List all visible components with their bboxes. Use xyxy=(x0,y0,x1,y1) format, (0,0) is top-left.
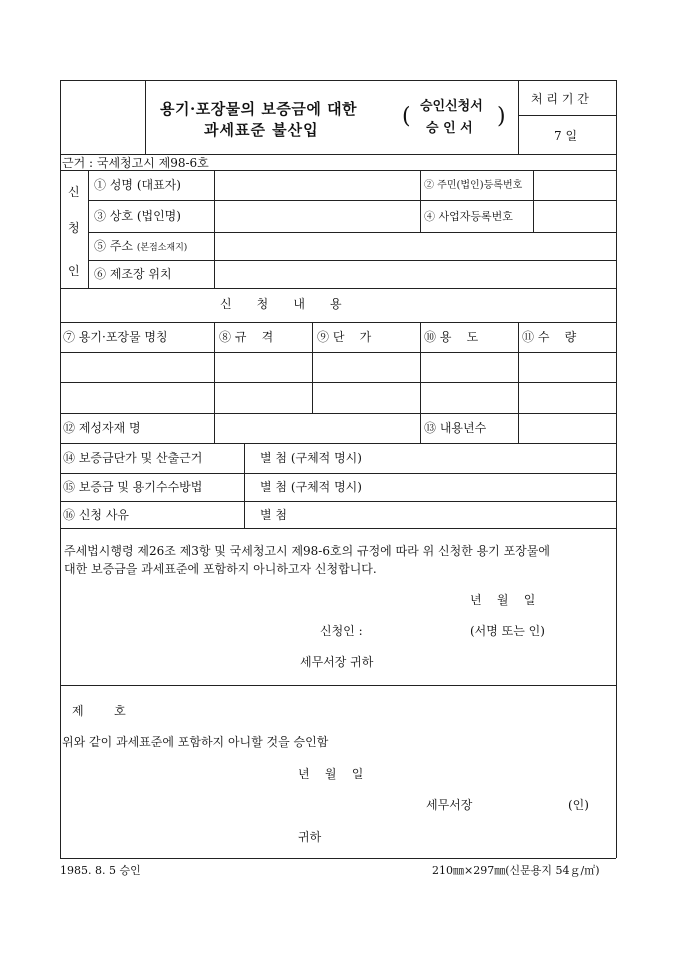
declaration-line-1: 주세법시행령 제26조 제3항 및 국세청고시 제98-6호의 규정에 따라 위 신청한 용기 포장물에 xyxy=(64,544,550,558)
form-kind-bracket-open: ( xyxy=(402,104,411,129)
applicant-side-char-1: 신 xyxy=(68,185,80,199)
factory-location-field[interactable] xyxy=(215,261,615,287)
grid-line xyxy=(60,288,616,289)
grid-line xyxy=(60,685,616,686)
column-container-name: ⑦ 용기·포장물 명칭 xyxy=(63,330,168,344)
applicant-side-char-2: 청 xyxy=(68,221,80,235)
content-section-title: 신 청 내 용 xyxy=(220,297,343,311)
reason-label: ⑯ 신청 사유 xyxy=(63,508,129,522)
form-kind-bracket-close: ) xyxy=(497,104,506,129)
approval-addressee: 귀하 xyxy=(298,830,322,844)
form-kind-application: 승인신청서 xyxy=(420,99,483,114)
official-seal-mark: (인) xyxy=(568,798,589,812)
declaration-line-2: 대한 보증금을 과세표준에 포함하지 아니하고자 신청합니다. xyxy=(64,562,377,576)
deposit-method-value: 별 첨 (구체적 명시) xyxy=(260,480,362,494)
grid-line xyxy=(518,115,616,116)
column-quantity: ⑪ 수 량 xyxy=(522,330,577,344)
deposit-price-value: 별 첨 (구체적 명시) xyxy=(260,451,362,465)
grid-line xyxy=(60,443,616,444)
column-use: ⑩ 용 도 xyxy=(424,330,479,344)
service-life-field[interactable] xyxy=(519,414,615,442)
service-life-label: ⑬ 내용년수 xyxy=(424,421,487,435)
reason-value: 별 첨 xyxy=(260,508,287,522)
table-border-right xyxy=(616,80,617,858)
footer-paper-spec: 210㎜×297㎜(신문용지 54ｇ/㎡) xyxy=(432,864,600,877)
factory-location-label: ⑥ 제조장 위치 xyxy=(94,267,172,281)
company-field[interactable] xyxy=(215,201,419,231)
address-label xyxy=(94,239,187,255)
item-row-2[interactable] xyxy=(61,383,615,412)
processing-period-value: 7 일 xyxy=(554,129,578,143)
form-kind-approval: 승 인 서 xyxy=(426,121,473,136)
address-field[interactable] xyxy=(215,233,615,259)
grid-line xyxy=(518,80,519,154)
grid-line xyxy=(88,170,89,288)
address-note: (본점소재지) xyxy=(136,243,188,253)
resident-number-label: ② 주민(법인)등록번호 xyxy=(424,180,523,191)
grid-line xyxy=(244,443,245,528)
grid-line xyxy=(60,322,616,323)
approval-statement: 위와 같이 과세표준에 포함하지 아니할 것을 승인함 xyxy=(62,735,329,749)
column-spec: ⑧ 규 격 xyxy=(219,330,274,344)
company-label: ③ 상호 (법인명) xyxy=(94,209,181,223)
table-border-top xyxy=(60,80,616,81)
grid-line xyxy=(145,80,146,154)
grid-line xyxy=(420,170,421,232)
table-border-bottom xyxy=(60,858,616,859)
applicant-side-char-3: 인 xyxy=(68,264,80,278)
tax-office-chief: 세무서장 xyxy=(426,798,473,812)
approval-number: 제 호 xyxy=(72,704,126,718)
resident-number-field[interactable] xyxy=(534,171,615,199)
declaration-date: 년 월 일 xyxy=(470,593,536,607)
business-registration-field[interactable] xyxy=(534,201,615,231)
address-label-text: ⑤ 주소 xyxy=(94,239,133,253)
signature-note: (서명 또는 인) xyxy=(470,624,545,638)
column-unit-price: ⑨ 단 가 xyxy=(317,330,372,344)
grid-line xyxy=(60,154,616,155)
form-title-line2: 과세표준 불산입 xyxy=(204,121,319,139)
name-label: ① 성명 (대표자) xyxy=(94,178,181,192)
form-title-line1: 용기·포장물의 보증금에 대한 xyxy=(160,100,358,118)
legal-basis: 근거 : 국세청고시 제98-6호 xyxy=(62,156,209,170)
item-row-1[interactable] xyxy=(61,353,615,381)
processing-period-label: 처 리 기 간 xyxy=(531,92,589,106)
footer-approval-date: 1985. 8. 5 승인 xyxy=(60,864,141,877)
declaration-addressee: 세무서장 귀하 xyxy=(300,655,374,669)
deposit-price-label: ⑭ 보증금단가 및 산출근거 xyxy=(63,451,203,465)
table-border-left xyxy=(60,80,61,858)
grid-line xyxy=(60,501,616,502)
approval-date: 년 월 일 xyxy=(298,767,364,781)
grid-line xyxy=(60,473,616,474)
material-name-label: ⑫ 제성자재 명 xyxy=(63,421,141,435)
deposit-method-label: ⑮ 보증금 및 용기수수방법 xyxy=(63,480,203,494)
applicant-signature-label: 신청인 : xyxy=(320,624,363,638)
name-field[interactable] xyxy=(215,171,419,199)
material-name-field[interactable] xyxy=(215,414,419,442)
grid-line xyxy=(60,528,616,529)
business-registration-label: ④ 사업자등록번호 xyxy=(424,210,513,223)
